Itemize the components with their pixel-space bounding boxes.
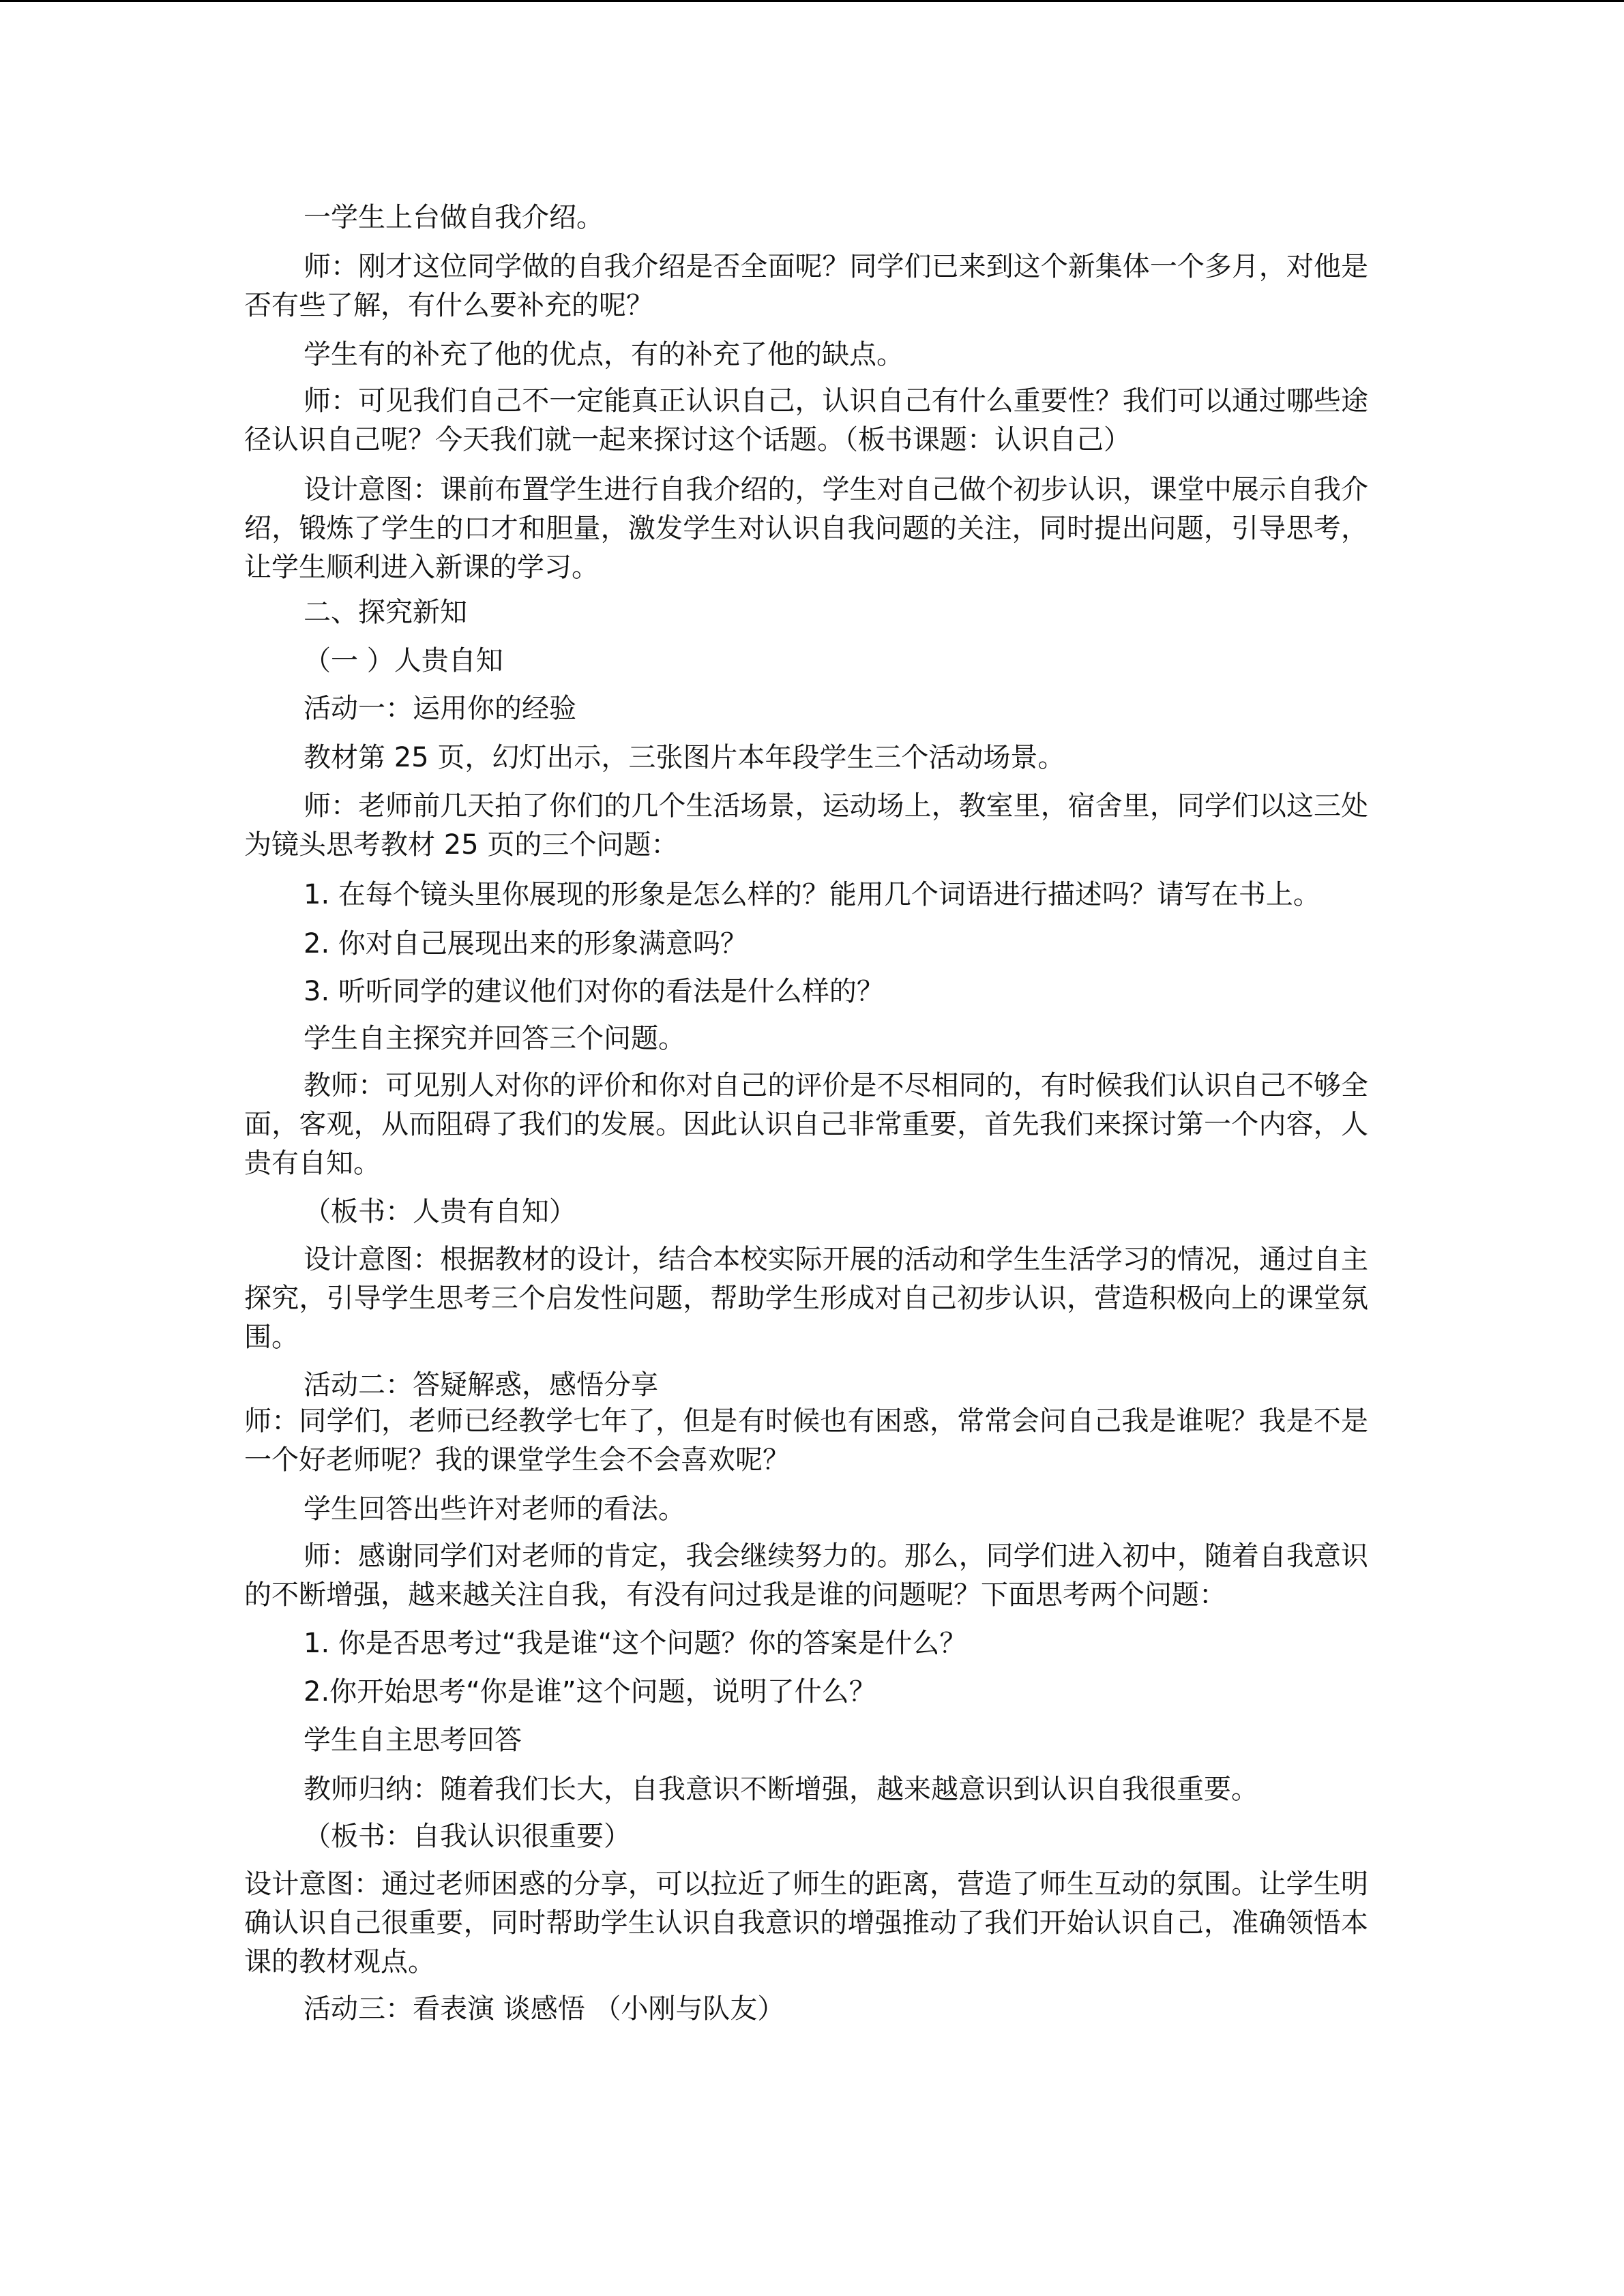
paragraph-design-intent-2: 设计意图：根据教材的设计，结合本校实际开展的活动和学生生活学习的情况，通过自主探究，引导学生思考三个启发性问题，帮助学生形成对自己初步认识，营造积极向上的课堂氛围。 — [244, 1244, 1368, 1353]
question-item-1: 1. 在每个镜头里你展现的形象是怎么样的？能用几个词语进行描述吗？请写在书上。 — [304, 879, 1320, 910]
paragraph-design-intent-1: 设计意图：课前布置学生进行自我介绍的，学生对自己做个初步认识，课堂中展示自我介绍，锻炼了学生的口才和胆量，激发学生对认识自我问题的关注，同时提出问题，引导思考，让学生顺利进入新课的学习。 — [244, 474, 1368, 583]
paragraph-design-intent-3: 设计意图：通过老师困惑的分享，可以拉近了师生的距离，营造了师生互动的氛围。让学生明确认识自己很重要，同时帮助学生认识自我意识的增强推动了我们开始认识自己，准确领悟本课的教材观点。 — [244, 1868, 1368, 1978]
subsection-heading-1: （一 ）人贵自知 — [304, 645, 503, 676]
paragraph-student-views: 学生回答出些许对老师的看法。 — [304, 1493, 685, 1525]
paragraph-teacher-conclusion: 教师：可见别人对你的评价和你对自己的评价是不尽相同的，有时候我们认识自己不够全面，客观，从而阻碍了我们的发展。因此认识自己非常重要，首先我们来探讨第一个内容，人贵有自知。 — [244, 1070, 1368, 1179]
paragraph-teacher-topic: 师：可见我们自己不一定能真正认识自己，认识自己有什么重要性？我们可以通过哪些途径认识自己呢？今天我们就一起来探讨这个话题。（板书课题：认识自己） — [244, 385, 1368, 456]
paragraph-teacher-confusion: 师：同学们，老师已经教学七年了，但是有时候也有困惑，常常会问自己我是谁呢？我是不是一个好老师呢？我的课堂学生会不会喜欢呢？ — [244, 1405, 1368, 1476]
question-item-3: 3. 听听同学的建议他们对你的看法是什么样的？ — [304, 976, 884, 1007]
paragraph-textbook-slides: 教材第 25 页，幻灯出示，三张图片本年段学生三个活动场景。 — [304, 742, 1065, 773]
paragraph-intro-self: 一学生上台做自我介绍。 — [304, 202, 604, 233]
question-item-who-am-i: 1. 你是否思考过“我是谁“这个问题？你的答案是什么？ — [304, 1628, 967, 1659]
question-item-who-are-you: 2.你开始思考“你是谁”这个问题，说明了什么？ — [304, 1676, 876, 1708]
paragraph-student-explore: 学生自主探究并回答三个问题。 — [304, 1023, 685, 1054]
paragraph-teacher-question: 师：刚才这位同学做的自我介绍是否全面呢？同学们已来到这个新集体一个多月，对他是否有些了解，有什么要补充的呢？ — [244, 251, 1368, 321]
section-heading-explore: 二、探究新知 — [304, 597, 467, 628]
paragraph-board-note-2: （板书：自我认识很重要） — [304, 1821, 631, 1852]
page-top-border — [0, 0, 1624, 2]
paragraph-teacher-scenes: 师：老师前几天拍了你们的几个生活场景，运动场上，教室里，宿舍里，同学们以这三处为镜头思考教材 25 页的三个问题： — [244, 790, 1368, 861]
activity-heading-2: 活动二：答疑解惑，感悟分享 — [304, 1369, 658, 1401]
paragraph-student-supplement: 学生有的补充了他的优点，有的补充了他的缺点。 — [304, 339, 904, 370]
paragraph-teacher-summary: 教师归纳：随着我们长大，自我意识不断增强，越来越意识到认识自我很重要。 — [304, 1774, 1258, 1805]
activity-heading-3: 活动三：看表演 谈感悟 （小刚与队友） — [304, 1993, 785, 2025]
paragraph-student-think: 学生自主思考回答 — [304, 1725, 522, 1756]
paragraph-teacher-thanks: 师：感谢同学们对老师的肯定，我会继续努力的。那么，同学们进入初中，随着自我意识的不断增强，越来越关注自我，有没有问过我是谁的问题呢？下面思考两个问题： — [244, 1540, 1368, 1611]
question-item-2: 2. 你对自己展现出来的形象满意吗？ — [304, 928, 748, 959]
activity-heading-1: 活动一：运用你的经验 — [304, 693, 576, 724]
paragraph-board-note-1: （板书：人贵有自知） — [304, 1196, 576, 1227]
